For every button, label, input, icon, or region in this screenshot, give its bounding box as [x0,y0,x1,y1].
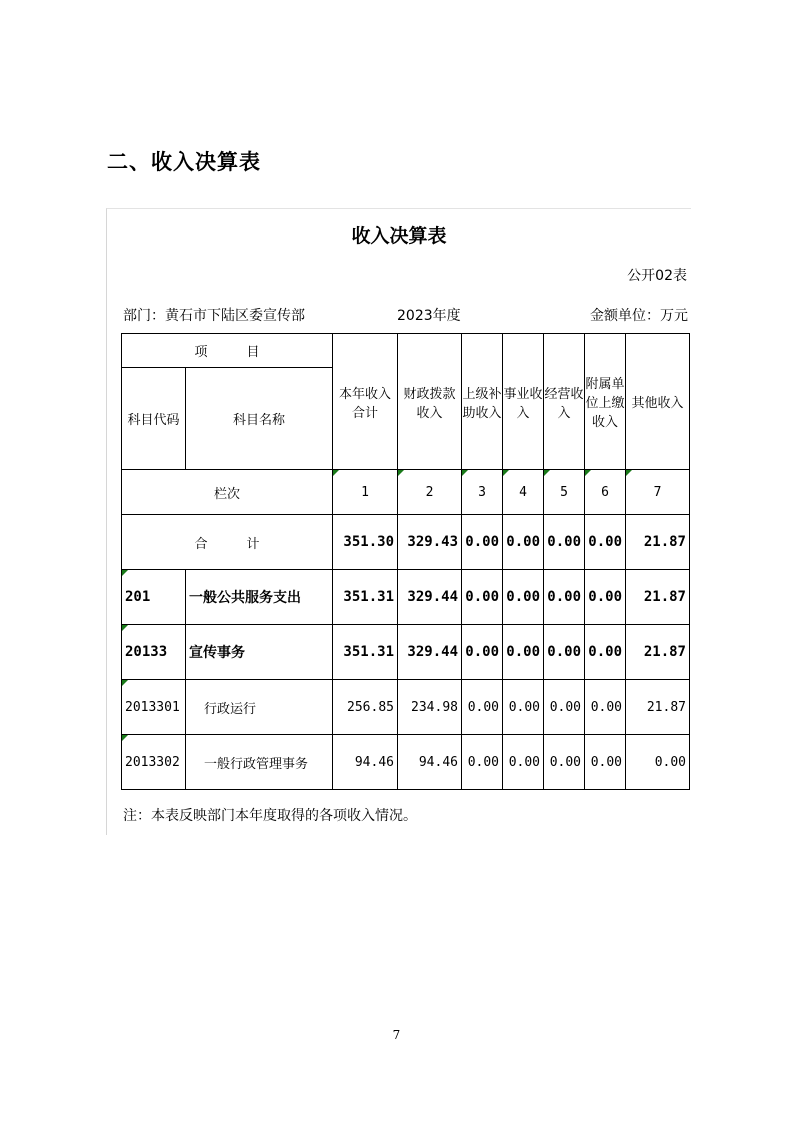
cell-value: 0.00 [585,625,626,680]
table-row [122,680,690,735]
subject-name: 行政运行 [186,680,333,735]
form-number: 公开02表 [627,268,687,284]
table-title: 收入决算表 [351,225,447,247]
table-note: 注：本表反映部门本年度取得的各项收入情况。 [123,808,417,824]
cell-value: 0.00 [544,735,585,790]
cell-value: 0.00 [585,515,626,570]
cell-value: 0.00 [503,515,544,570]
fiscal-year: 2023年度 [397,308,461,324]
cell-value: 0.00 [462,570,503,625]
cell-value: 0.00 [462,625,503,680]
header-subject-name: 科目名称 [186,368,333,470]
cell-value: 0.00 [503,570,544,625]
page-number: 7 [392,1028,401,1042]
header-business-income: 事业收入 [503,334,544,470]
cell-value: 0.00 [544,625,585,680]
header-other-income: 其他收入 [626,334,690,470]
subject-code: 2013302 [122,735,186,790]
col-number: 4 [503,470,544,515]
cell-value: 0.00 [626,735,690,790]
cell-value: 0.00 [585,570,626,625]
cell-value: 329.43 [398,515,462,570]
cell-value: 0.00 [462,680,503,735]
header-operating-income: 经营收入 [544,334,585,470]
cell-value: 0.00 [585,680,626,735]
total-label: 合 计 [122,515,333,570]
cell-value: 0.00 [462,735,503,790]
cell-value: 0.00 [585,735,626,790]
cell-value: 0.00 [503,625,544,680]
header-superior-subsidy: 上级补助收入 [462,334,503,470]
cell-value: 94.46 [333,735,398,790]
header-lanci: 栏次 [122,470,333,515]
cell-value: 256.85 [333,680,398,735]
subject-code: 201 [122,570,186,625]
cell-value: 329.44 [398,625,462,680]
table-row-total [122,515,690,570]
cell-value: 21.87 [626,570,690,625]
cell-value: 0.00 [503,735,544,790]
subject-name: 一般行政管理事务 [186,735,333,790]
col-number: 2 [398,470,462,515]
report-sheet [106,208,691,835]
cell-value: 351.31 [333,625,398,680]
income-table [121,333,690,790]
header-subject-code: 科目代码 [122,368,186,470]
table-row [122,625,690,680]
section-heading: 二、收入决算表 [107,150,261,174]
cell-value: 0.00 [544,680,585,735]
header-fiscal-allocation: 财政拨款收入 [398,334,462,470]
cell-value: 329.44 [398,570,462,625]
amount-unit: 金额单位：万元 [590,308,688,324]
cell-value: 0.00 [503,680,544,735]
cell-value: 0.00 [544,570,585,625]
cell-value: 351.31 [333,570,398,625]
subject-code: 2013301 [122,680,186,735]
col-number: 5 [544,470,585,515]
table-row [122,735,690,790]
cell-value: 21.87 [626,680,690,735]
subject-name: 宣传事务 [186,625,333,680]
department-label: 部门：黄石市下陆区委宣传部 [123,308,305,324]
col-number: 7 [626,470,690,515]
col-number: 6 [585,470,626,515]
col-number: 3 [462,470,503,515]
cell-value: 234.98 [398,680,462,735]
header-affiliated-remit: 附属单位上缴收入 [585,334,626,470]
cell-value: 21.87 [626,515,690,570]
table-row [122,570,690,625]
cell-value: 0.00 [462,515,503,570]
header-project: 项 目 [122,334,333,368]
subject-code: 20133 [122,625,186,680]
cell-value: 0.00 [544,515,585,570]
header-total-income: 本年收入合计 [333,334,398,470]
cell-value: 21.87 [626,625,690,680]
subject-name: 一般公共服务支出 [186,570,333,625]
cell-value: 351.30 [333,515,398,570]
col-number: 1 [333,470,398,515]
cell-value: 94.46 [398,735,462,790]
